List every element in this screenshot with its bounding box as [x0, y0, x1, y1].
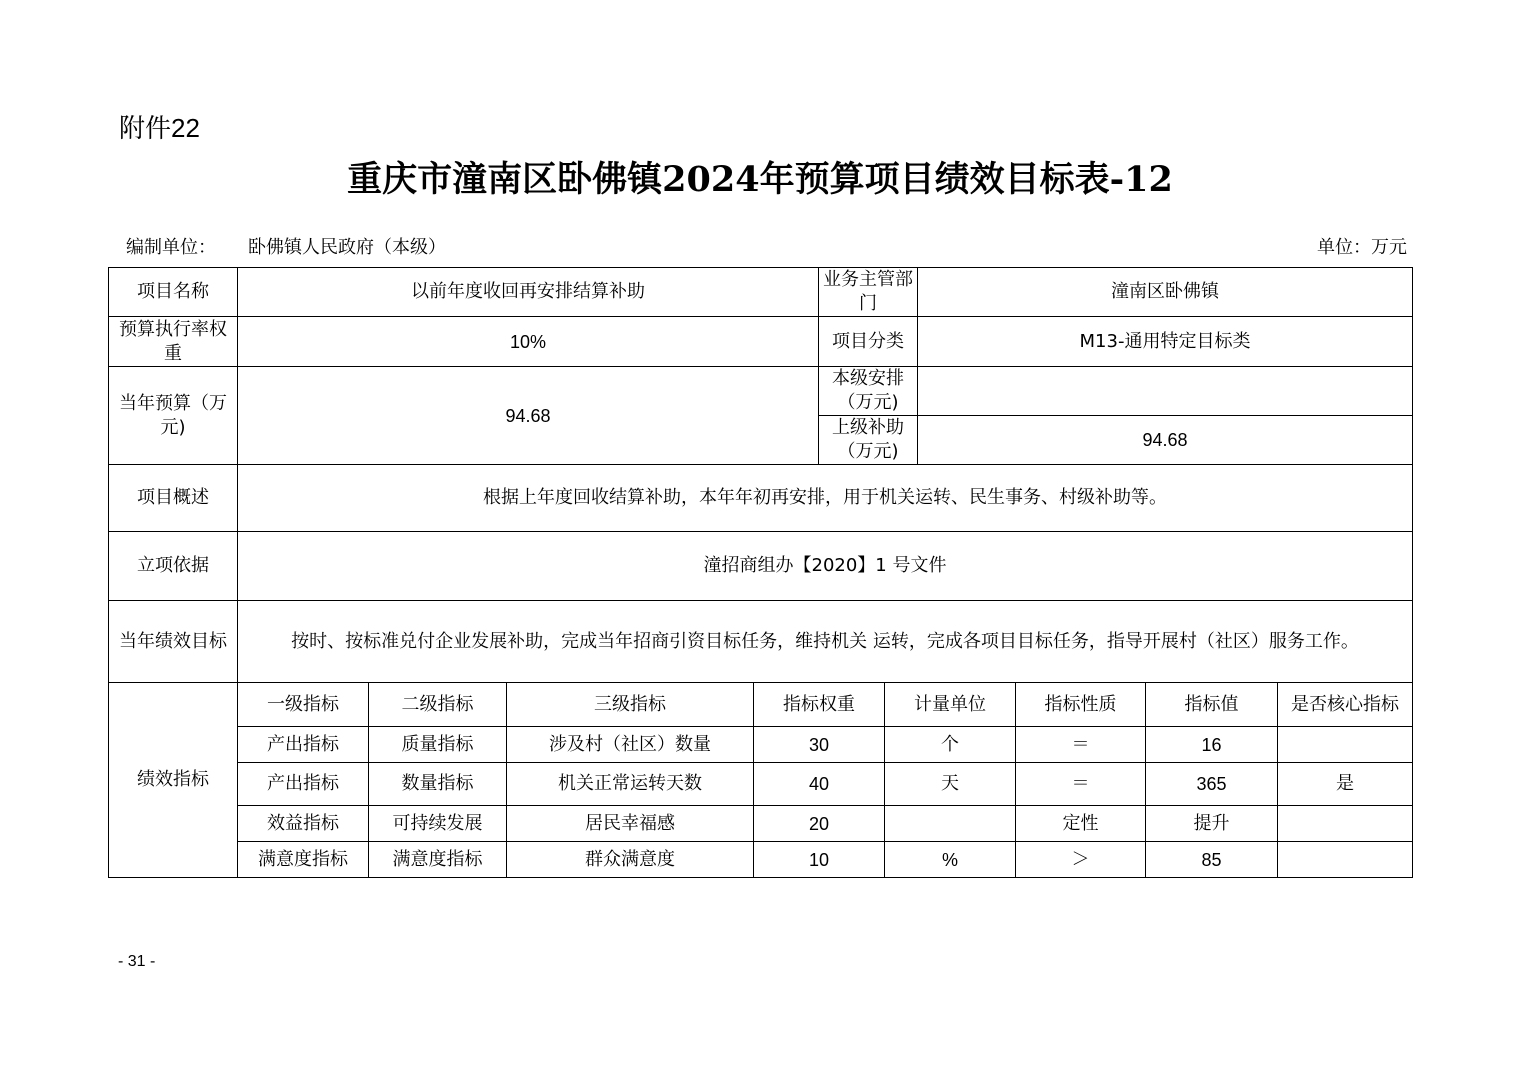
row-project-name [109, 268, 1413, 317]
cell-value: 16 [1146, 727, 1278, 763]
goal-label: 当年绩效目标 [109, 601, 238, 683]
row-exec-rate [109, 317, 1413, 367]
cell-unit: % [885, 842, 1016, 878]
attachment-label: 附件22 [119, 113, 200, 143]
cell-level2: 满意度指标 [369, 842, 507, 878]
upper-value: 94.68 [918, 416, 1413, 465]
cell-unit: 个 [885, 727, 1016, 763]
indicators-label: 绩效指标 [109, 683, 238, 878]
row-overview [109, 465, 1413, 532]
cell-weight: 40 [754, 763, 885, 806]
cell-level1: 满意度指标 [238, 842, 369, 878]
cell-level1: 产出指标 [238, 763, 369, 806]
performance-table [108, 267, 1413, 878]
budget-value: 94.68 [238, 367, 819, 465]
project-name-value: 以前年度收回再安排结算补助 [238, 268, 819, 317]
cell-level1: 效益指标 [238, 806, 369, 842]
row-basis [109, 532, 1413, 601]
basis-label: 立项依据 [109, 532, 238, 601]
header-core: 是否核心指标 [1278, 683, 1413, 727]
project-name-label: 项目名称 [109, 268, 238, 317]
category-label: 项目分类 [819, 317, 918, 367]
cell-core [1278, 806, 1413, 842]
cell-level3: 居民幸福感 [507, 806, 754, 842]
cell-level3: 机关正常运转天数 [507, 763, 754, 806]
basis-value: 潼招商组办【2020】1 号文件 [238, 532, 1413, 601]
cell-weight: 30 [754, 727, 885, 763]
cell-nature: ＝ [1016, 727, 1146, 763]
currency-unit: 单位：万元 [1317, 237, 1407, 258]
category-value: M13-通用特定目标类 [918, 317, 1413, 367]
document-title: 重庆市潼南区卧佛镇2024年预算项目绩效目标表-12 [347, 159, 1173, 200]
overview-value: 根据上年度回收结算补助，本年年初再安排，用于机关运转、民生事务、村级补助等。 [238, 465, 1413, 532]
budget-label: 当年预算（万元) [109, 367, 238, 465]
overview-label: 项目概述 [109, 465, 238, 532]
row-budget-local [109, 367, 1413, 416]
table-row [109, 727, 1413, 763]
header-level2: 二级指标 [369, 683, 507, 727]
cell-core: 是 [1278, 763, 1413, 806]
dept-value: 潼南区卧佛镇 [918, 268, 1413, 317]
cell-weight: 20 [754, 806, 885, 842]
page-number: - 31 - [118, 953, 156, 970]
compile-unit-label: 编制单位： [126, 237, 216, 258]
local-label: 本级安排（万元) [819, 367, 918, 416]
header-level1: 一级指标 [238, 683, 369, 727]
cell-level3: 群众满意度 [507, 842, 754, 878]
cell-level2: 质量指标 [369, 727, 507, 763]
cell-weight: 10 [754, 842, 885, 878]
compile-unit-value: 卧佛镇人民政府（本级） [248, 237, 446, 258]
goal-value: 按时、按标准兑付企业发展补助，完成当年招商引资目标任务，维持机关 运转，完成各项目目标任务，指导开展村（社区）服务工作。 [238, 601, 1413, 683]
dept-label: 业务主管部门 [819, 268, 918, 317]
header-level3: 三级指标 [507, 683, 754, 727]
cell-core [1278, 727, 1413, 763]
row-goal [109, 601, 1413, 683]
local-value [918, 367, 1413, 416]
cell-value: 提升 [1146, 806, 1278, 842]
header-nature: 指标性质 [1016, 683, 1146, 727]
cell-nature: 定性 [1016, 806, 1146, 842]
indicator-header-row [109, 683, 1413, 727]
cell-level3: 涉及村（社区）数量 [507, 727, 754, 763]
exec-rate-value: 10% [238, 317, 819, 367]
upper-label: 上级补助（万元) [819, 416, 918, 465]
cell-value: 365 [1146, 763, 1278, 806]
header-unit: 计量单位 [885, 683, 1016, 727]
table-row [109, 806, 1413, 842]
header-value: 指标值 [1146, 683, 1278, 727]
exec-rate-label: 预算执行率权重 [109, 317, 238, 367]
cell-unit [885, 806, 1016, 842]
header-weight: 指标权重 [754, 683, 885, 727]
table-row [109, 842, 1413, 878]
table-row [109, 763, 1413, 806]
cell-value: 85 [1146, 842, 1278, 878]
cell-core [1278, 842, 1413, 878]
cell-nature: ＝ [1016, 763, 1146, 806]
cell-unit: 天 [885, 763, 1016, 806]
cell-level1: 产出指标 [238, 727, 369, 763]
cell-level2: 数量指标 [369, 763, 507, 806]
cell-nature: ＞ [1016, 842, 1146, 878]
cell-level2: 可持续发展 [369, 806, 507, 842]
